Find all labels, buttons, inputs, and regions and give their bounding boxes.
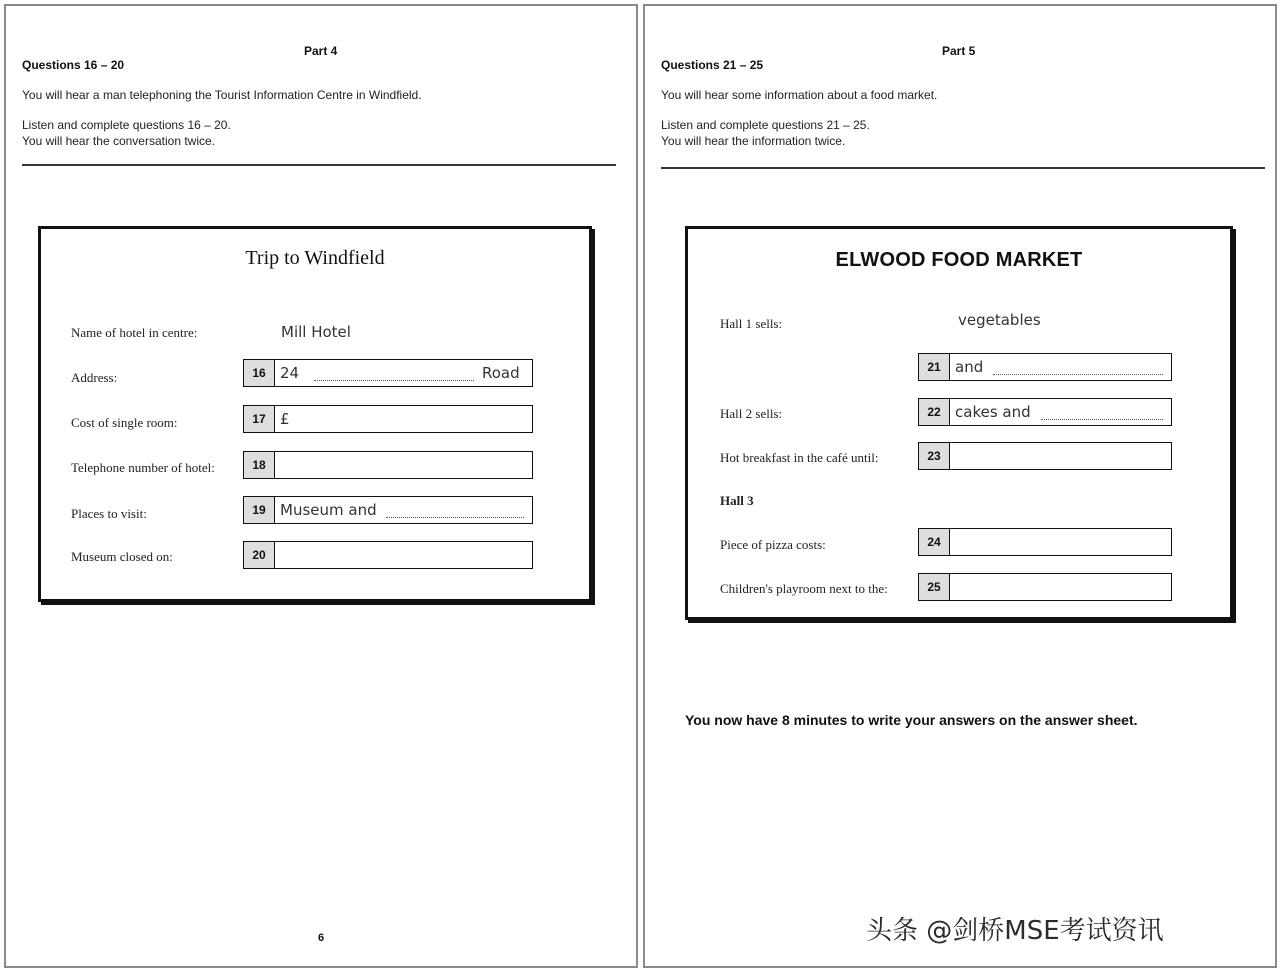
answer-box-24[interactable]	[918, 528, 1172, 556]
final-note: You now have 8 minutes to write your answers on the answer sheet.	[685, 712, 1138, 728]
row-label: Telephone number of hotel:	[71, 460, 215, 475]
answer-line	[314, 380, 474, 381]
instruction-2: You will hear the information twice.	[661, 134, 846, 148]
watermark: 头条 @剑桥MSE考试资讯	[866, 916, 1164, 946]
answer-box-23[interactable]	[918, 442, 1172, 470]
question-number: 19	[244, 497, 275, 523]
question-number: 18	[244, 452, 275, 478]
answer-box-18[interactable]	[243, 451, 533, 479]
answer-suffix: Road	[482, 364, 520, 382]
form-title: ELWOOD FOOD MARKET	[835, 249, 1083, 271]
questions-range: Questions 16 – 20	[22, 58, 125, 72]
row-label: Hall 2 sells:	[720, 406, 783, 421]
row-label: Museum closed on:	[71, 549, 173, 564]
question-number: 25	[919, 574, 950, 600]
question-number: 23	[919, 443, 950, 469]
hall-3-label: Hall 3	[720, 493, 754, 508]
form-title: Trip to Windfield	[245, 247, 385, 269]
row-label: Cost of single room:	[71, 415, 178, 430]
row-label: Piece of pizza costs:	[720, 537, 826, 552]
answer-line	[1041, 419, 1163, 420]
answer-box-20[interactable]	[243, 541, 533, 569]
part-label: Part 5	[942, 44, 976, 58]
exam-page-right	[643, 4, 1277, 968]
question-number: 17	[244, 406, 275, 432]
answer-box-19[interactable]	[243, 496, 533, 524]
instruction-1: Listen and complete questions 16 – 20.	[22, 118, 231, 132]
divider	[22, 164, 616, 166]
answer-prefix: cakes and	[955, 403, 1031, 421]
answer-prefix: and	[955, 358, 984, 376]
instruction-2: You will hear the conversation twice.	[22, 134, 215, 148]
exam-page-left	[4, 4, 638, 968]
question-number: 24	[919, 529, 950, 555]
instruction-1: Listen and complete questions 21 – 25.	[661, 118, 870, 132]
question-number: 20	[244, 542, 275, 568]
question-number: 22	[919, 399, 950, 425]
row-label: Address:	[71, 370, 118, 385]
answer-box-16[interactable]	[243, 359, 533, 387]
row-label: Hall 1 sells:	[720, 316, 783, 331]
answer-prefix: £	[280, 410, 290, 428]
form-box	[38, 226, 592, 602]
given-answer: Mill Hotel	[281, 323, 351, 341]
part-label: Part 4	[304, 44, 338, 58]
answer-prefix: 24	[280, 364, 300, 382]
answer-box-22[interactable]	[918, 398, 1172, 426]
question-number: 21	[919, 354, 950, 380]
page-number: 6	[317, 932, 325, 944]
row-label: Places to visit:	[71, 506, 147, 521]
answer-prefix: Museum and	[280, 501, 377, 519]
row-label: Name of hotel in centre:	[71, 325, 198, 340]
intro-text: You will hear some information about a food market.	[661, 88, 938, 102]
answer-box-17[interactable]	[243, 405, 533, 433]
answer-box-21[interactable]	[918, 353, 1172, 381]
row-label: Hot breakfast in the café until:	[720, 450, 879, 465]
question-number: 16	[244, 360, 275, 386]
row-label: Children's playroom next to the:	[720, 581, 888, 596]
form-box	[685, 226, 1233, 620]
intro-text: You will hear a man telephoning the Tourist Information Centre in Windfield.	[22, 88, 422, 102]
divider	[661, 167, 1265, 169]
answer-line	[993, 374, 1163, 375]
given-answer: vegetables	[958, 311, 1041, 329]
questions-range: Questions 21 – 25	[661, 58, 764, 72]
answer-line	[386, 517, 524, 518]
answer-box-25[interactable]	[918, 573, 1172, 601]
